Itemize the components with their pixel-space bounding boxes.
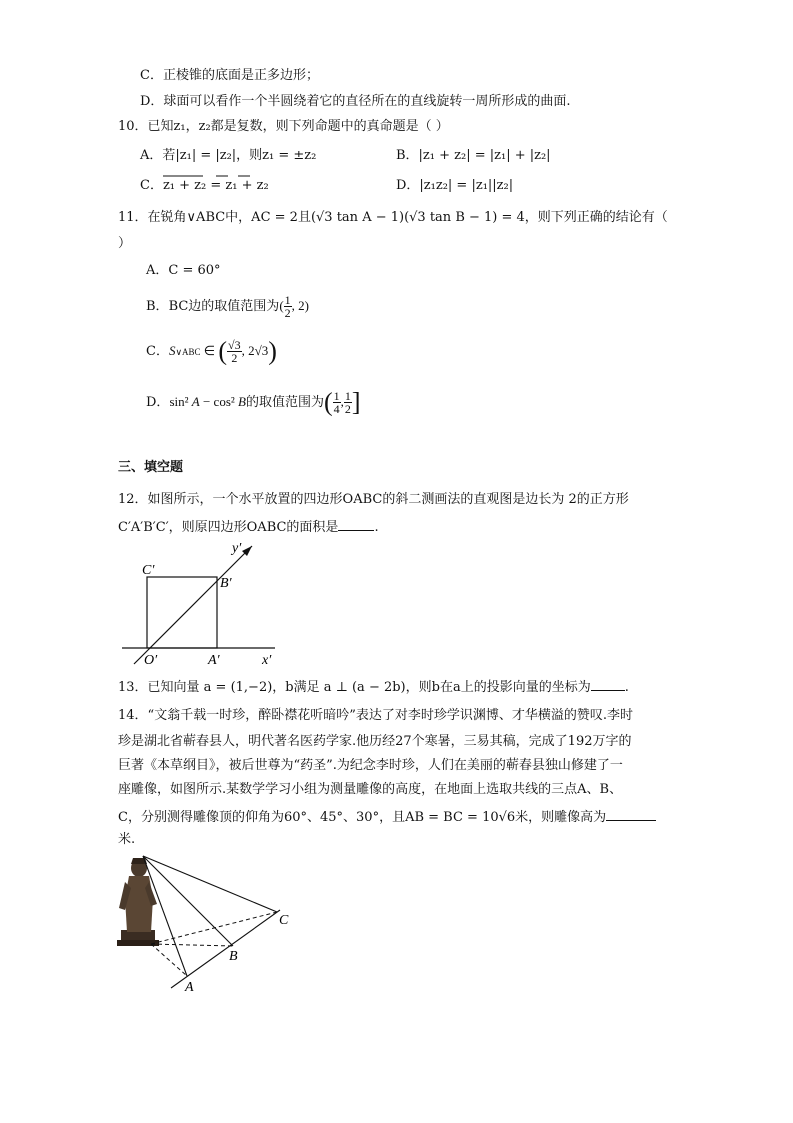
label-y: y′ [232, 541, 242, 556]
q14-line2: 珍是湖北省蕲春县人，明代著名医药学家.他历经27个寒暑，三易其稿，完成了192万字的 [118, 734, 632, 749]
q13-body: 13．已知向量 a = (1,−2)，b满足 a ⊥ (a − 2b)，则b在a上的投影向量的坐标为 [118, 680, 591, 695]
q10-option-c: C．z₁ + z₂ = z₁ + z₂ [140, 178, 269, 193]
q10-option-b: B．|z₁ + z₂| = |z₁| + |z₂| [396, 148, 551, 163]
q14-line1: 14．“文翁千载一时珍，醉卧襟花听暗吟”表达了对李时珍学识渊博、才华横溢的赞叹.李时 [118, 708, 633, 723]
q11-option-d: D．sin² A − cos² B的取值范围为( $\frac{1}{4}$ , $\frac{1}{2}$ ] [146, 387, 361, 417]
q11-option-b: B．BC边的取值范围为( $\frac{1}{2}$ , 2) [146, 293, 309, 320]
q12-line1: 12．如图所示，一个水平放置的四边形OABC的斜二测画法的直观图是边长为 2的正方形 [118, 492, 629, 507]
label-x: x′ [262, 653, 272, 668]
q9-option-c: C．正棱锥的底面是正多边形； [140, 68, 319, 83]
q11-option-b-text: BC边的取值范围为 [168, 299, 280, 314]
q14-line4: 座雕像，如图所示.某数学学习小组为测量雕像的高度，在地面上选取共线的三点A、B、 [118, 782, 623, 797]
label-point-c: C [279, 913, 289, 928]
q11-option-d-prefix: D． [146, 395, 170, 410]
q10-conjugate-bars [0, 170, 793, 190]
q12-line2: C′A′B′C′，则原四边形OABC的面积是 . [118, 516, 379, 538]
q14-line5 [118, 806, 656, 828]
q10-stem: 10．已知z₁，z₂都是复数，则下列命题中的真命题是（ ） [118, 119, 449, 134]
q14-line3: 巨著《本草纲目》，被后世尊为“药圣”.为纪念李时珍，人们在美丽的蕲春县独山修建了一 [118, 758, 623, 773]
q13-text: 13．已知向量 a = (1,−2)，b满足 a ⊥ (a − 2b)，则b在a上的投影向量的坐标为 . [118, 676, 629, 698]
q11-option-c: C．S∨ABC ∈ ( $\frac{√3}{2}$ , 2√3) [146, 336, 277, 366]
q11-option-d-text: 的取值范围为 [245, 395, 324, 410]
q11-option-a: A．C = 60° [146, 263, 221, 278]
section-fill-in-title: 三、填空题 [118, 460, 184, 475]
q12-figure [120, 540, 280, 670]
q11-option-c-prefix: C． [146, 344, 169, 359]
q11-stem: 11．在锐角∨ABC中，AC = 2且(√3 tan A − 1)(√3 tan B − 1) = 4，则下列正确的结论有（ [118, 210, 668, 225]
q9-option-d: D．球面可以看作一个半圆绕着它的直径所在的直线旋转一周所形成的曲面. [140, 94, 571, 109]
q13-answer-blank [591, 676, 625, 691]
q14-figure [115, 848, 315, 998]
label-a: A′ [208, 653, 220, 668]
q12-line2-text: C′A′B′C′，则原四边形OABC的面积是 [118, 520, 339, 535]
square-cabc [147, 577, 217, 648]
q10-option-d: D．|z₁z₂| = |z₁||z₂| [396, 178, 514, 193]
statue-image [117, 858, 159, 946]
label-o: O′ [144, 653, 158, 668]
q11-option-b-prefix: B． [146, 299, 169, 314]
fraction-one-half-d: $\frac{1}{2}$ [344, 389, 351, 416]
label-point-a: A [185, 980, 194, 995]
q10-option-a: A．若|z₁| = |z₂|，则z₁ = ±z₂ [140, 148, 317, 163]
q14-line5-text: C，分别测得雕像顶的仰角为60°、45°、30°，且AB = BC = 10√6米，则雕像高为 [118, 810, 607, 825]
fraction-one-half: $\frac{1}{2}$ [284, 293, 291, 320]
label-point-b: B [229, 949, 238, 964]
fraction-sqrt3-over-2: $\frac{√3}{2}$ [228, 338, 241, 365]
label-b: B′ [220, 576, 232, 591]
fraction-one-quarter: $\frac{1}{4}$ [333, 389, 340, 416]
q14-answer-blank [606, 806, 656, 821]
q14-line6: 米. [118, 832, 136, 847]
q11-stem-close: ） [118, 236, 132, 251]
q12-answer-blank [338, 516, 374, 531]
label-c: C′ [142, 563, 155, 578]
